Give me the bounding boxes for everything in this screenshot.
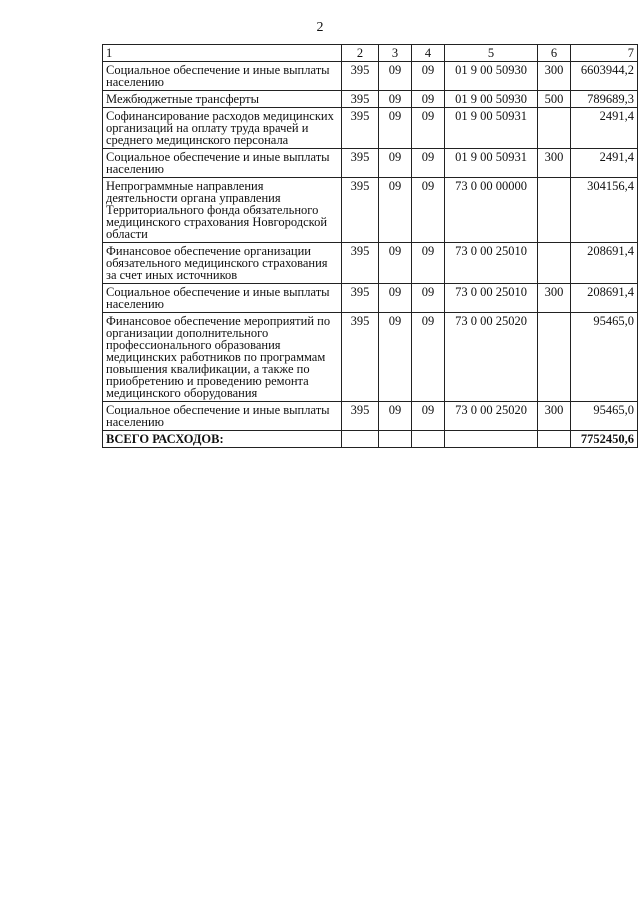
row-description: Межбюджетные трансферты (103, 91, 342, 108)
table-cell (412, 431, 445, 448)
row-description: Социальное обеспечение и иные выплаты населению (103, 402, 342, 431)
table-cell: 09 (412, 284, 445, 313)
table-cell: 09 (379, 149, 412, 178)
table-cell: 09 (379, 62, 412, 91)
table-cell: 789689,3 (571, 91, 638, 108)
table-cell: 300 (538, 284, 571, 313)
table-cell: 395 (342, 313, 379, 402)
table-cell: 09 (412, 313, 445, 402)
table-cell: 395 (342, 243, 379, 284)
page-number: 2 (316, 20, 324, 35)
table-header-row (103, 45, 638, 62)
table-cell: 300 (538, 149, 571, 178)
expenditure-table (102, 44, 638, 448)
table-cell: 6603944,2 (571, 62, 638, 91)
table-cell: 395 (342, 62, 379, 91)
row-description: Социальное обеспечение и иные выплаты населению (103, 284, 342, 313)
table-cell: 09 (379, 313, 412, 402)
table-cell: 208691,4 (571, 243, 638, 284)
table-cell: 395 (342, 402, 379, 431)
table-cell: 395 (342, 108, 379, 149)
table-cell: 2491,4 (571, 108, 638, 149)
table-row (103, 402, 638, 431)
table-cell: 395 (342, 178, 379, 243)
row-description: Социальное обеспечение и иные выплаты населению (103, 62, 342, 91)
row-description: Непрограммные направления деятельности органа управления Территориального фонда обязательного медицинского страхования Новгородской области (103, 178, 342, 243)
header-col-5: 5 (445, 45, 538, 62)
table-row (103, 108, 638, 149)
table-cell (342, 431, 379, 448)
table-cell: 395 (342, 284, 379, 313)
table-cell: 09 (412, 62, 445, 91)
table-cell: 09 (412, 108, 445, 149)
table-cell (379, 431, 412, 448)
table-cell: 300 (538, 402, 571, 431)
table-cell: 09 (379, 402, 412, 431)
header-col-2: 2 (342, 45, 379, 62)
table-cell: 09 (412, 178, 445, 243)
table-cell (538, 108, 571, 149)
table-cell: 01 9 00 50930 (445, 62, 538, 91)
header-col-3: 3 (379, 45, 412, 62)
table-cell: 73 0 00 25020 (445, 402, 538, 431)
table-cell: 304156,4 (571, 178, 638, 243)
table-cell: 01 9 00 50930 (445, 91, 538, 108)
table-cell: 73 0 00 25020 (445, 313, 538, 402)
table-cell: 73 0 00 25010 (445, 243, 538, 284)
table-cell: 300 (538, 62, 571, 91)
table-cell: 09 (412, 402, 445, 431)
table-row (103, 62, 638, 91)
table-cell: 01 9 00 50931 (445, 108, 538, 149)
row-description: Финансовое обеспечение организации обязательного медицинского страхования за счет иных источников (103, 243, 342, 284)
table-cell: 09 (379, 243, 412, 284)
table-cell: 09 (412, 91, 445, 108)
table-cell: 395 (342, 91, 379, 108)
table-row (103, 149, 638, 178)
table-cell: 09 (412, 243, 445, 284)
table-row (103, 91, 638, 108)
table-cell: 01 9 00 50931 (445, 149, 538, 178)
table-row (103, 313, 638, 402)
table-cell: 95465,0 (571, 402, 638, 431)
table-cell: 395 (342, 149, 379, 178)
table-cell: 73 0 00 25010 (445, 284, 538, 313)
total-value: 7752450,6 (571, 431, 638, 448)
table-cell (538, 178, 571, 243)
table-cell: 09 (379, 178, 412, 243)
total-row (103, 431, 638, 448)
header-col-7: 7 (571, 45, 638, 62)
table-cell (445, 431, 538, 448)
table-cell (538, 243, 571, 284)
table-cell: 73 0 00 00000 (445, 178, 538, 243)
table-cell: 208691,4 (571, 284, 638, 313)
row-description: Софинансирование расходов медицинских организаций на оплату труда врачей и среднего медицинского персонала (103, 108, 342, 149)
header-col-6: 6 (538, 45, 571, 62)
row-description: Социальное обеспечение и иные выплаты населению (103, 149, 342, 178)
total-label: ВСЕГО РАСХОДОВ: (103, 431, 342, 448)
table-row (103, 284, 638, 313)
header-col-4: 4 (412, 45, 445, 62)
table-cell: 09 (379, 91, 412, 108)
table-cell: 09 (379, 284, 412, 313)
table-row (103, 178, 638, 243)
table-cell: 09 (412, 149, 445, 178)
table-cell: 2491,4 (571, 149, 638, 178)
row-description: Финансовое обеспечение мероприятий по организации дополнительного профессионального образования медицинских работников по программам повышения квалификации, а также по приобретению и проведению ремонта медицинского оборудования (103, 313, 342, 402)
table-cell (538, 313, 571, 402)
table-row (103, 243, 638, 284)
table-cell (538, 431, 571, 448)
table-cell: 95465,0 (571, 313, 638, 402)
table-cell: 09 (379, 108, 412, 149)
header-col-1: 1 (103, 45, 342, 62)
table-cell: 500 (538, 91, 571, 108)
